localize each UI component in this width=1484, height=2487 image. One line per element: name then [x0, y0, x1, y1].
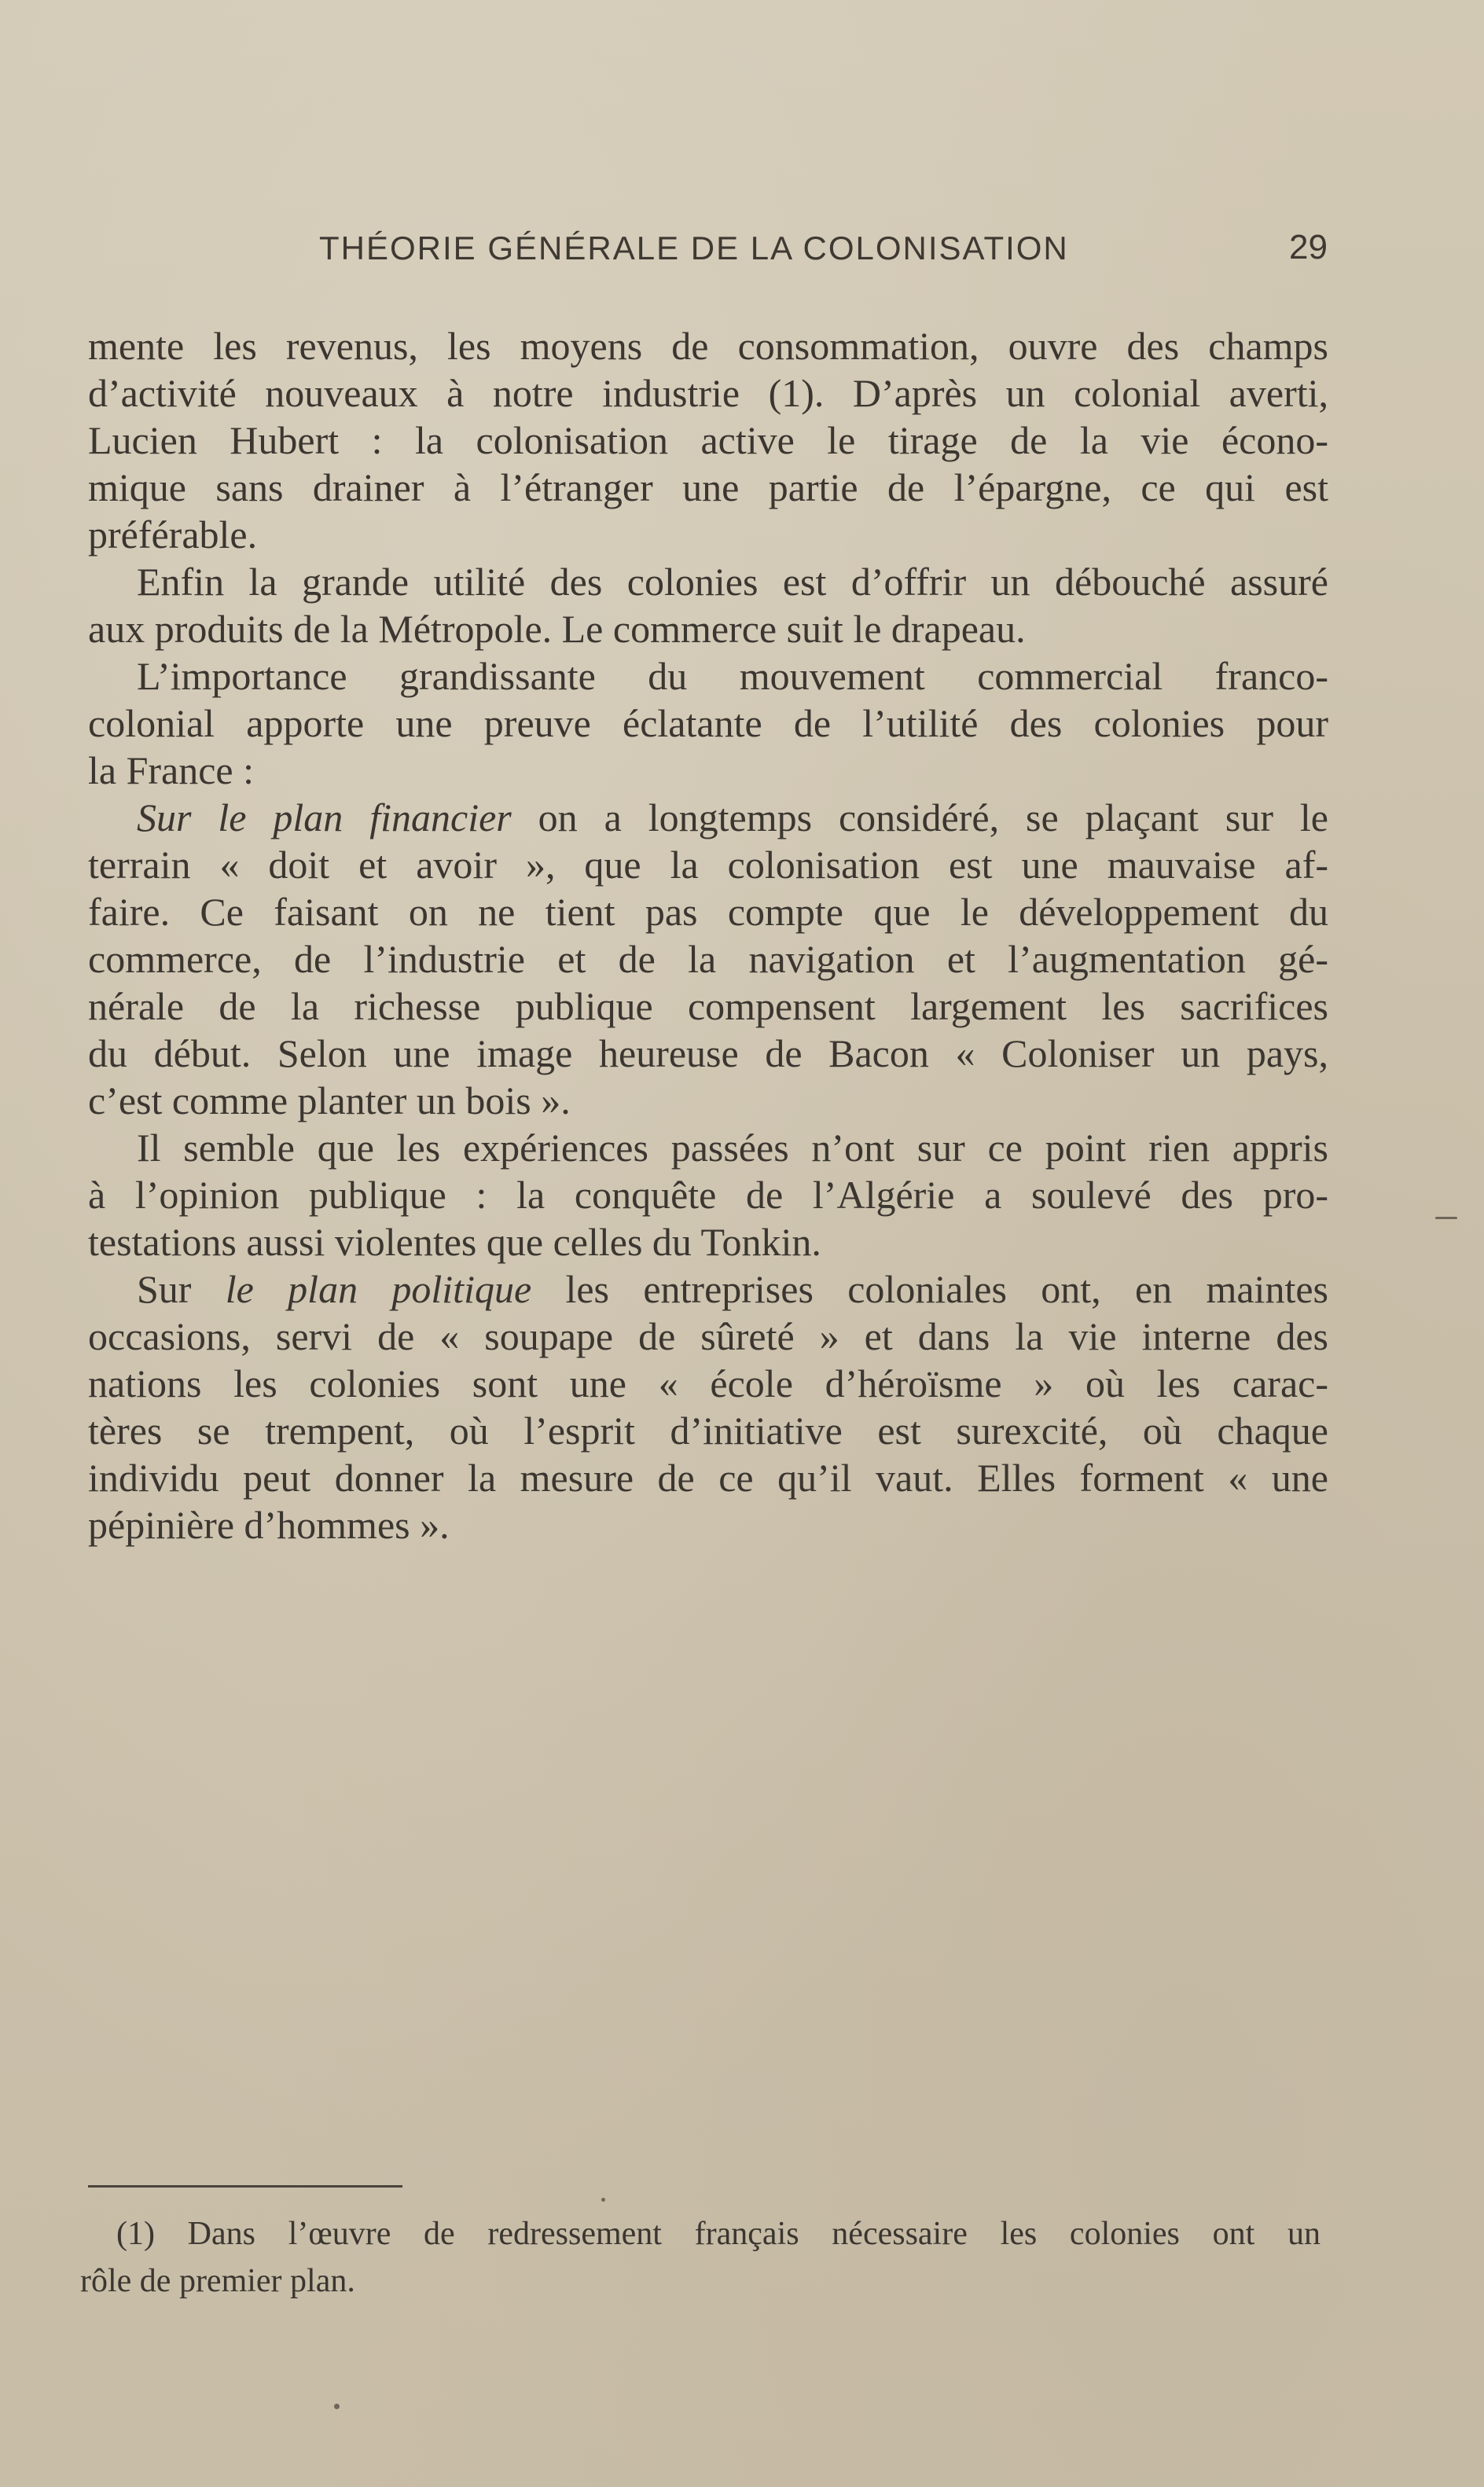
footnote: [80, 2210, 1321, 2305]
text-line: pépinière d’hommes ».: [88, 1503, 450, 1547]
text-segment: Sur: [137, 1267, 226, 1311]
text-line: faire. Ce faisant on ne tient pas compte que le développement du: [88, 890, 1328, 934]
text-line: Lucien Hubert : la colonisation active le tirage de la vie écono-: [88, 418, 1328, 462]
text-line: terrain « doit et avoir », que la colonisation est une mauvaise af-: [88, 843, 1328, 887]
text-line: nérale de la richesse publique compensent largement les sacrifices: [88, 984, 1328, 1028]
running-title: THÉORIE GÉNÉRALE DE LA COLONISATION: [319, 230, 1069, 266]
paper-speck: [334, 2404, 340, 2409]
text-line: aux produits de la Métropole. Le commerce suit le drapeau.: [88, 607, 1026, 651]
text-line: préférable.: [88, 512, 258, 557]
page-number: 29: [1289, 228, 1328, 266]
main-text: [88, 322, 1328, 1548]
text-line: colonial apporte une preuve éclatante de l’utilité des colonies pour: [88, 701, 1328, 745]
text-line: occasions, servi de « soupape de sûreté » et dans la vie interne des: [88, 1314, 1328, 1358]
footnote-line: (1) Dans l’œuvre de redressement français nécessaire les colonies ont un: [116, 2216, 1321, 2252]
paper-speck: [601, 2198, 605, 2202]
text-line: à l’opinion publique : la conquête de l’Algérie a soulevé des pro-: [88, 1173, 1328, 1217]
italic-phrase: le plan politique: [225, 1267, 532, 1311]
footnote-line: rôle de premier plan.: [80, 2263, 355, 2299]
text-line: c’est comme planter un bois ».: [88, 1078, 571, 1122]
text-line: d’activité nouveaux à notre industrie (1). D’après un colonial averti,: [88, 371, 1328, 415]
italic-phrase: Sur le plan financier: [137, 795, 512, 839]
text-segment: on a longtemps considéré, se plaçant sur le: [511, 795, 1328, 839]
footnote-divider: [88, 2185, 402, 2188]
text-line: nations les colonies sont une « école d’héroïsme » où les carac-: [88, 1361, 1328, 1405]
text-line: individu peut donner la mesure de ce qu’il vaut. Elles forment « une: [88, 1456, 1328, 1500]
text-line: L’importance grandissante du mouvement commercial franco-: [137, 654, 1328, 698]
text-line: Enfin la grande utilité des colonies est d’offrir un débouché assuré: [137, 560, 1328, 604]
text-line: commerce, de l’industrie et de la navigation et l’augmentation gé-: [88, 937, 1328, 981]
text-line: testations aussi violentes que celles du Tonkin.: [88, 1220, 821, 1264]
text-line: Il semble que les expériences passées n’ont sur ce point rien appris: [137, 1126, 1328, 1170]
text-line: mente les revenus, les moyens de consommation, ouvre des champs: [88, 324, 1328, 368]
text-line: mique sans drainer à l’étranger une partie de l’épargne, ce qui est: [88, 465, 1328, 509]
text-line: du début. Selon une image heureuse de Bacon « Coloniser un pays,: [88, 1031, 1328, 1075]
paper-speck: [1435, 1217, 1457, 1219]
text-line: la France :: [88, 748, 255, 792]
text-segment: les entreprises coloniales ont, en maintes: [531, 1267, 1328, 1311]
text-line: tères se trempent, où l’esprit d’initiative est surexcité, où chaque: [88, 1409, 1328, 1453]
text-line-mixed: [88, 1266, 1328, 1313]
text-line-mixed: [88, 794, 1328, 841]
